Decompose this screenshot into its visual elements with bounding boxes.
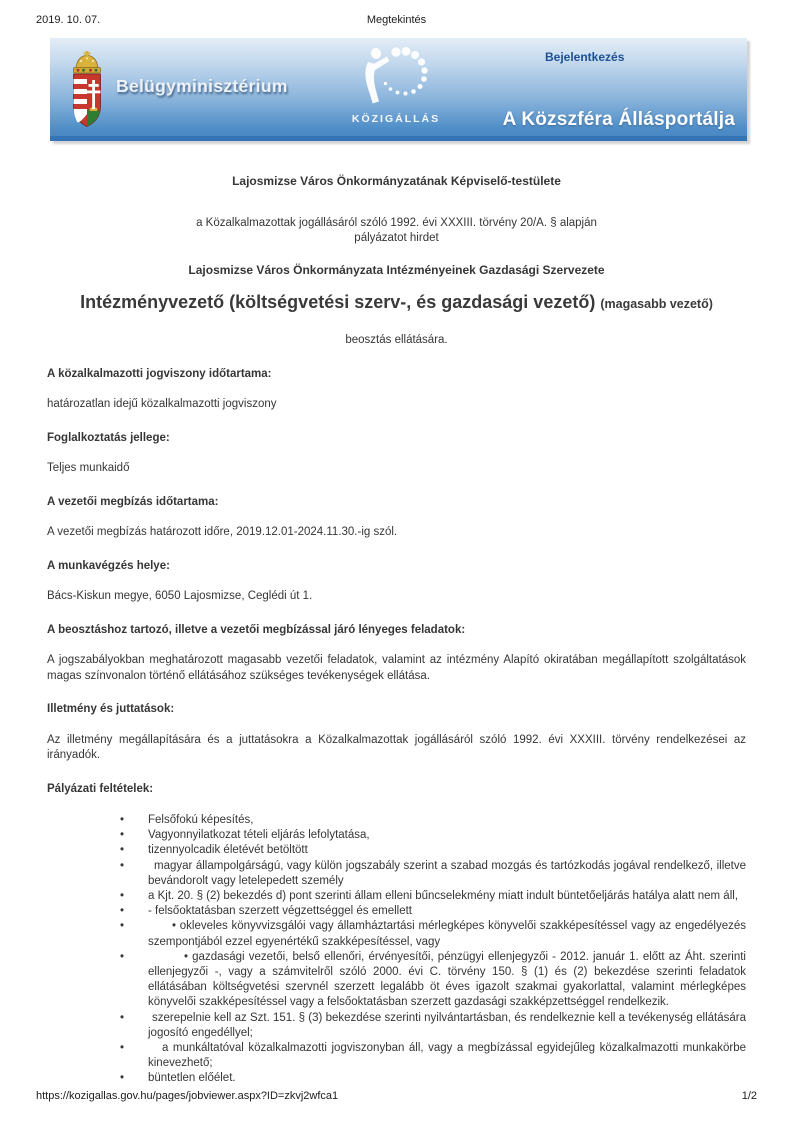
portal-banner (50, 38, 747, 141)
bullet-marker: • (120, 1042, 125, 1055)
section-heading: A vezetői megbízás időtartama: (47, 495, 219, 508)
section-body: A vezetői megbízás határozott időre, 2019.12.01-2024.11.30.-ig szól. (47, 526, 398, 538)
section-heading: A munkavégzés helye: (47, 559, 170, 572)
section-illetmeny (47, 702, 746, 764)
list-item (120, 828, 746, 843)
bullet-marker: • (120, 905, 125, 918)
print-page-title: Megtekintés (366, 14, 427, 26)
legal-basis-line2: pályázatot hirdet (354, 232, 439, 244)
list-item (120, 919, 746, 949)
requirements-list (47, 813, 746, 1087)
bullet-marker: • (120, 890, 125, 903)
requirements-heading: Pályázati feltételek: (47, 782, 154, 795)
section-heading: Illetmény és juttatások: (47, 703, 175, 715)
print-source-url: https://kozigallas.gov.hu/pages/jobviewer.aspx?ID=zkvj2wfca1 (36, 1090, 339, 1102)
legal-basis (47, 216, 746, 247)
section-body: A jogszabályokban meghatározott magasabb vezetői feladatok, valamint az intézmény Alapító okiratában megállapított szolgáltatások magas színvonalon történő ellátásához szükséges tevékenységek ellátása. (47, 654, 746, 682)
section-heading: A közalkalmazotti jogviszony időtartama: (47, 367, 272, 380)
job-posting-document (47, 141, 746, 1087)
list-item-text: - felsőoktatásban szerzett végzettséggel és emellett (148, 905, 413, 918)
bullet-marker: • (120, 844, 125, 857)
bullet-marker: • (120, 814, 125, 826)
list-item-text: tizennyolcadik életévét betöltött (148, 844, 308, 857)
list-item-text: büntetlen előélet. (148, 1072, 236, 1085)
print-date: 2019. 10. 07. (36, 14, 101, 26)
section-body: Az illetmény megállapítására és a juttatásokra a Közalkalmazottak jogállásáról szóló 1992. évi XXXIII. törvény rendelkezései az irányadók. (47, 733, 746, 761)
bullet-marker: • (120, 829, 125, 842)
position-tail: beosztás ellátására. (345, 334, 448, 346)
list-item-text: Vagyonnyilatkozat tételi eljárás lefolytatása, (148, 829, 370, 842)
list-item-text: • gazdasági vezetői, belső ellenőri, érvényesítői, pénzügyi ellenjegyzői - 2012. január 1. előtt az Áht. szerinti ellenjegyzői -, vagy a számvitelről szóló 2000. évi C. törvény 150. § (1) és (2) bekezdése szerinti feladatok ellátásában költségvetési szervnél szerzett legalább öt éves igazolt szakmai gyakorlattal, valamint mérlegképes könyvelői szakképesítéssel vagy a felsőoktatásban szerzett gazdasági szakképzettséggel rendelkezik. (148, 950, 746, 1009)
organization-name: Lajosmizse Város Önkormányzatának Képviselő-testülete (232, 174, 561, 188)
bullet-marker: • (120, 950, 125, 963)
person-dots-logo-icon (354, 44, 438, 106)
position-title (47, 290, 746, 316)
logo-wordmark: KÖZIGÁLLÁS (351, 113, 441, 125)
list-item (120, 813, 746, 828)
list-item (120, 889, 746, 904)
position-title-suffix: (magasabb vezető) (600, 297, 713, 311)
list-item-text: szerepelnie kell az Szt. 151. § (3) bekezdése szerinti nyilvántartásban, és rendelkeznie kell a tevékenység ellátására jogosító engedéllyel; (148, 1011, 746, 1039)
list-item (120, 1071, 746, 1086)
section-feladatok (47, 623, 746, 685)
list-item-text: Felsőfokú képesítés, (148, 814, 254, 826)
list-item (120, 1041, 746, 1071)
bullet-marker: • (120, 859, 125, 872)
hungary-coat-of-arms-icon (67, 50, 107, 128)
list-item (120, 1011, 746, 1041)
list-item-text: magyar állampolgárságú, vagy külön jogszabály szerint a szabad mozgás és tartózkodás jogával rendelkező, illetve bevándorolt vagy letelepedett személy (148, 859, 746, 887)
kozigallas-logo (341, 44, 451, 125)
list-item-text: • okleveles könyvvizsgálói vagy államháztartási mérlegképes könyvelői szakképesítéssel vagy az engedélyezés szempontjából ezzel egyenértékű szakképesítéssel, vagy (148, 920, 746, 948)
bullet-marker: • (120, 1011, 125, 1024)
employer-name: Lajosmizse Város Önkormányzata Intézményeinek Gazdasági Szervezete (188, 262, 605, 277)
login-link[interactable]: Bejelentkezés (545, 50, 625, 64)
print-page-indicator: 1/2 (741, 1090, 757, 1102)
list-item (120, 950, 746, 1011)
list-item (120, 904, 746, 919)
portal-tagline: A Közszféra Állásportálja (502, 109, 735, 130)
list-item-text: a Kjt. 20. § (2) bekezdés d) pont szerinti állam elleni bűncselekmény miatt indult büntetőeljárás hatálya alatt nem áll, (148, 890, 739, 903)
bullet-marker: • (120, 1072, 125, 1085)
section-heading: A beosztáshoz tartozó, illetve a vezetői megbízással járó lényeges feladatok: (47, 623, 466, 636)
list-item (120, 859, 746, 889)
section-body: Bács-Kiskun megye, 6050 Lajosmizse, Ceglédi út 1. (47, 590, 313, 602)
section-foglalkoztatas (47, 431, 746, 477)
list-item (120, 843, 746, 858)
bullet-marker: • (120, 920, 125, 933)
section-body: Teljes munkaidő (47, 462, 130, 474)
legal-basis-line1: a Közalkalmazottak jogállásáról szóló 1992. évi XXXIII. törvény 20/A. § alapján (196, 216, 597, 229)
section-jogviszony (47, 367, 746, 413)
list-item-text: a munkáltatóval közalkalmazotti jogviszonyban áll, vagy a megbízással egyidejűleg közalkalmazotti munkakörbe kinevezhető; (148, 1042, 746, 1070)
section-heading: Foglalkoztatás jellege: (47, 431, 170, 444)
section-body: határozatlan idejű közalkalmazotti jogviszony (47, 398, 277, 410)
section-munkavegzes-helye (47, 559, 746, 605)
section-megbizas-idotartama (47, 495, 746, 541)
position-title-main: Intézményvezető (költségvetési szerv-, és gazdasági vezető) (80, 292, 596, 312)
ministry-name: Belügyminisztérium (116, 76, 288, 96)
